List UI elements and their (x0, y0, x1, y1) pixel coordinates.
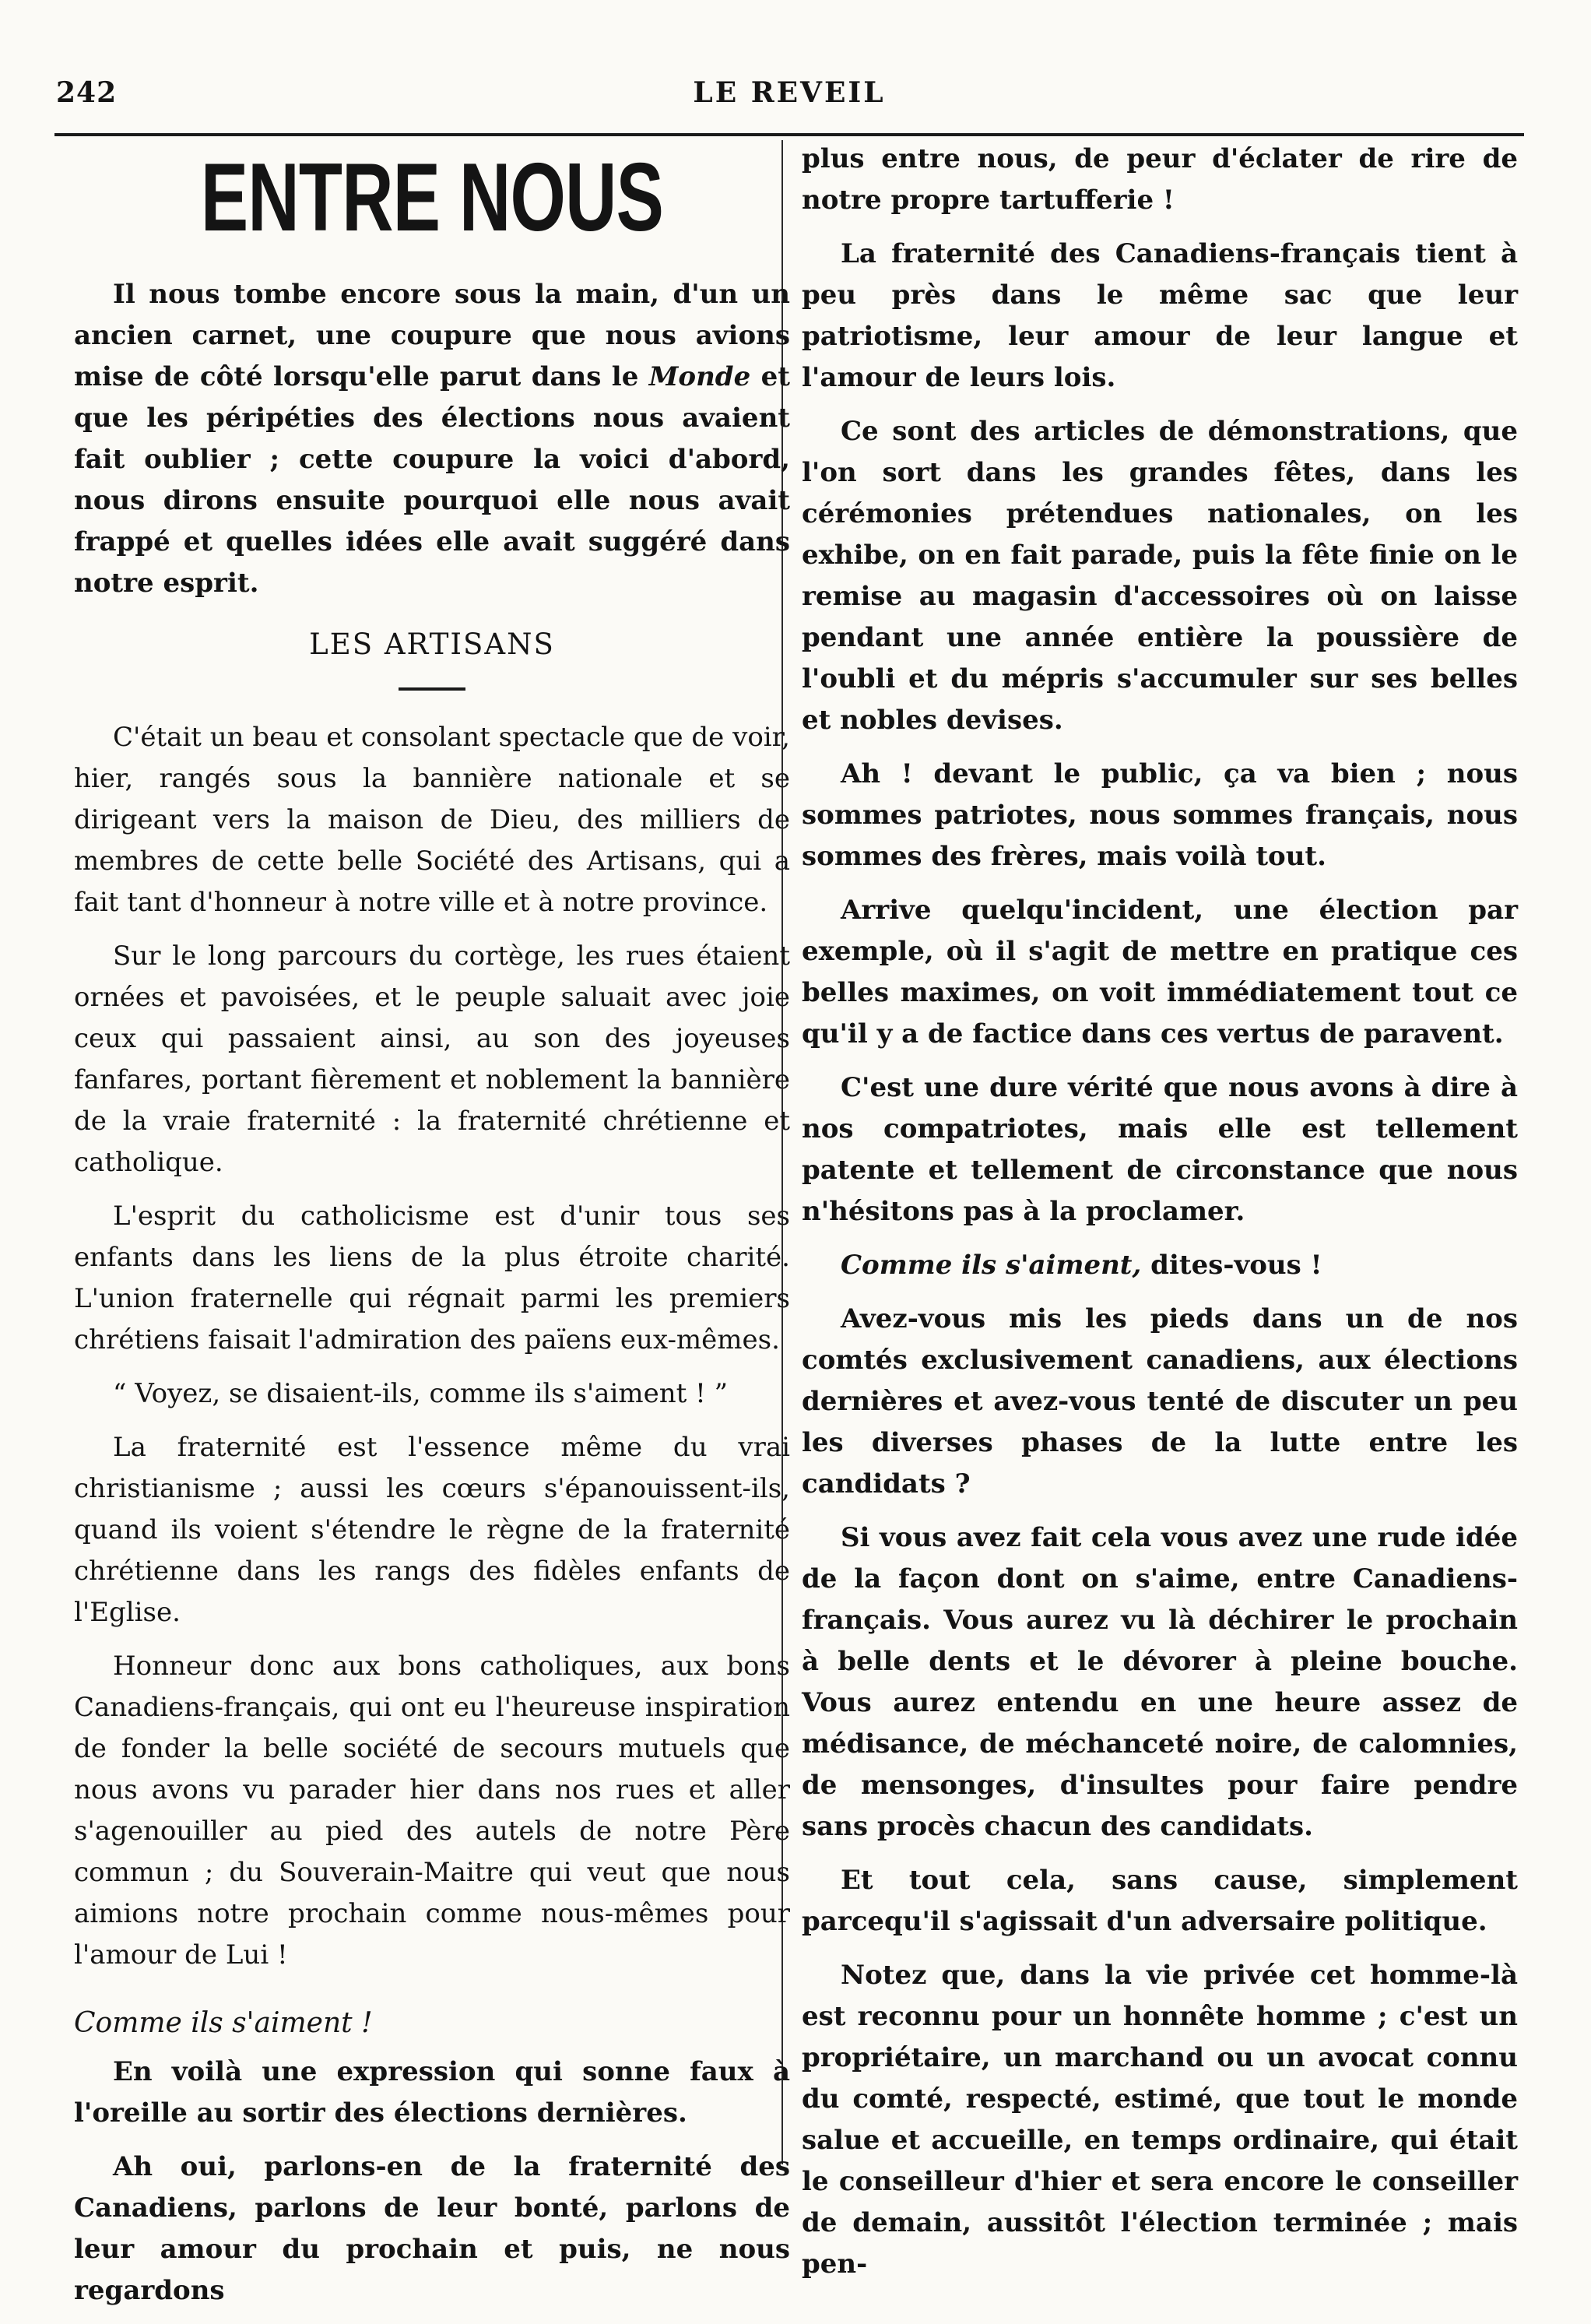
body-paragraph: C'est une dure vérité que nous avons à dire à nos compatriotes, mais elle est tellement patente et tellement de circonstance que nous n'hésitons pas à la proclamer. (802, 1072, 1518, 1227)
italic-heading: Comme ils s'aiment ! (74, 2007, 373, 2039)
body-paragraph: Notez que, dans la vie privée cet homme-là est reconnu pour un honnête homme ; c'est un propriétaire, un marchand ou un avocat connu du comté, respecté, estimé, que tout le monde salue et accueille, en temps ordinaire, qui était le conseilleur d'hier et sera encore le conseiller de demain, aussitôt l'élection terminée ; mais pen- (802, 1960, 1518, 2280)
section-subhead: LES ARTISANS (309, 628, 555, 661)
body-paragraph: Si vous avez fait cela vous avez une rude idée de la façon dont on s'aime, entre Canadiens-français. Vous aurez vu là déchirer le prochain à belle dents et le dévorer à pleine bouche. Vous aurez entendu en une heure assez de médisance, de méchanceté noire, de calomnies, de mensonges, d'insultes pour faire pendre sans procès chacun des candidats. (802, 1522, 1518, 1842)
left-column (74, 139, 790, 2324)
body-paragraph: Et tout cela, sans cause, simplement parcequ'il s'agissait d'un adversaire politique. (802, 1865, 1518, 1937)
body-paragraph: Avez-vous mis les pieds dans un de nos comtés exclusivement canadiens, aux élections dernières et avez-vous tenté de discuter un peu les diverses phases de la lutte entre les candidats ? (802, 1303, 1518, 1500)
body-paragraph: Arrive quelqu'incident, une élection par exemple, où il s'agit de mettre en pratique ces belles maximes, on voit immédiatement tout ce qu'il y a de factice dans ces vertus de paravent. (802, 895, 1518, 1049)
header-rule (54, 133, 1524, 136)
journal-title: LE REVEIL (693, 76, 886, 109)
page-number: 242 (56, 76, 118, 109)
quote-italic: Comme ils s'aiment, (841, 1250, 1142, 1281)
intro-paragraph (74, 274, 790, 604)
artisans-paragraph: La fraternité est l'essence même du vrai christianisme ; aussi les cœurs s'épanouissent-ils, quand ils voient s'étendre le règne de la fraternité chrétienne dans les rangs des fidèles enfants de l'Eglise. (74, 1432, 790, 1628)
closing-paragraph: En voilà une expression qui sonne faux à l'oreille au sortir des élections dernières. (74, 2056, 790, 2129)
article-headline: ENTRE NOUS (200, 144, 664, 251)
body-paragraph: Ah ! devant le public, ça va bien ; nous sommes patriotes, nous sommes français, nous sommes des frères, mais voilà tout. (802, 758, 1518, 872)
body-paragraph: La fraternité des Canadiens-français tient à peu près dans le même sac que leur patriotisme, leur amour de leur langue et l'amour de leurs lois. (802, 238, 1518, 393)
journal-name-monde: Monde (648, 361, 751, 392)
quote-rest: dites-vous ! (1141, 1250, 1322, 1281)
quote-line (802, 1245, 1518, 1286)
intro-text-a: Il nous tombe encore sous la main, d'un un ancien carnet, une coupure que nous avions mise de côté lorsqu'elle parut dans le (74, 279, 790, 392)
body-paragraph: Ce sont des articles de démonstrations, que l'on sort dans les grandes fêtes, dans les cérémonies prétendues nationales, on les exhibe, on en fait parade, puis la fête finie on le remise au magasin d'accessoires où on laisse pendant une année entière la poussière de l'oubli et du mépris s'accumuler sur ses belles et nobles devises. (802, 416, 1518, 736)
artisans-paragraph: L'esprit du catholicisme est d'unir tous ses enfants dans les liens de la plus étroite charité. L'union fraternelle qui régnait parmi les premiers chrétiens faisait l'admiration des païens eux-mêmes. (74, 1201, 790, 1355)
closing-paragraph: Ah oui, parlons-en de la fraternité des Canadiens, parlons de leur bonté, parlons de leur amour du prochain et puis, ne nous regardons (74, 2151, 790, 2306)
artisans-quote: “ Voyez, se disaient-ils, comme ils s'aiment ! ” (113, 1378, 728, 1409)
continuation-paragraph: plus entre nous, de peur d'éclater de rire de notre propre tartufferie ! (802, 143, 1518, 216)
right-column (802, 139, 1518, 2298)
subhead-dash (399, 687, 465, 691)
artisans-paragraph: C'était un beau et consolant spectacle que de voir, hier, rangés sous la bannière nationale et se dirigeant vers la maison de Dieu, des milliers de membres de cette belle Société des Artisans, qui a fait tant d'honneur à notre ville et à notre province. (74, 722, 790, 918)
artisans-paragraph: Honneur donc aux bons catholiques, aux bons Canadiens-français, qui ont eu l'heureuse inspiration de fonder la belle société de secours mutuels que nous avons vu parader hier dans nos rues et aller s'agenouiller au pied des autels de notre Père commun ; du Souverain-Maitre qui veut que nous aimions notre prochain comme nous-mêmes pour l'amour de Lui ! (74, 1651, 790, 1971)
artisans-paragraph: Sur le long parcours du cortège, les rues étaient ornées et pavoisées, et le peuple saluait avec joie ceux qui passaient ainsi, au son des joyeuses fanfares, portant fièrement et noblement la bannière de la vraie fraternité : la fraternité chrétienne et catholique. (74, 940, 790, 1178)
running-head (56, 76, 1523, 117)
intro-text-b: et que les péripéties des élections nous avaient fait oublier ; cette coupure la voici d'abord, nous dirons ensuite pourquoi elle nous avait frappé et quelles idées elle avait suggéré dans notre esprit. (74, 361, 790, 599)
